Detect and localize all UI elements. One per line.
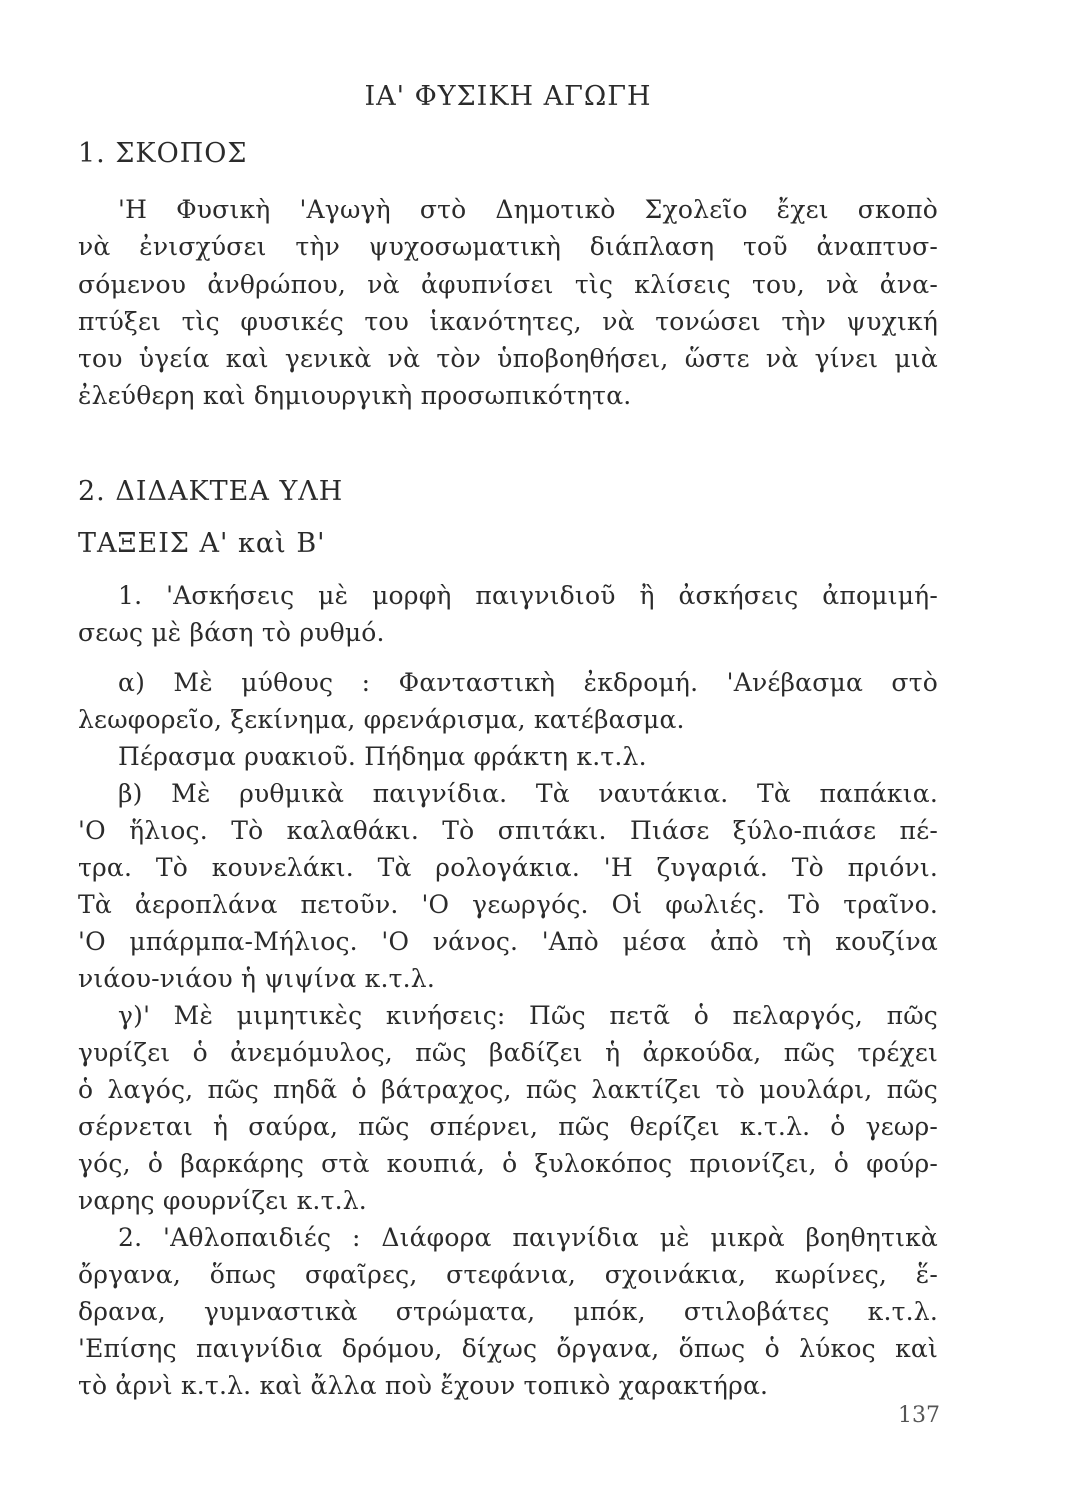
- body-line: ὁ λαγός, πῶς πηδᾶ ὁ βάτραχος, πῶς λακτίζει τὸ μουλάρι, πῶς: [78, 1075, 938, 1104]
- body-line: σέρνεται ἡ σαύρα, πῶς σπέρνει, πῶς θερίζει κ.τ.λ. ὁ γεωρ-: [78, 1112, 938, 1141]
- body-line: α) Μὲ μύθους : Φανταστικὴ ἐκδρομή. 'Ανέβασμα στὸ: [118, 668, 938, 697]
- body-line: δρανα, γυμναστικὰ στρώματα, μπόκ, στιλοβάτες κ.τ.λ.: [78, 1297, 938, 1326]
- body-line: 'Επίσης παιγνίδια δρόμου, δίχως ὄργανα, ὅπως ὁ λύκος καὶ: [78, 1334, 938, 1363]
- body-line: γυρίζει ὁ ἀνεμόμυλος, πῶς βαδίζει ἡ ἀρκούδα, πῶς τρέχει: [78, 1038, 938, 1067]
- body-line: σεως μὲ βάση τὸ ρυθμό.: [78, 618, 385, 647]
- goal-line: σόμενου ἀνθρώπου, νὰ ἀφυπνίσει τὶς κλίσεις του, νὰ ἀνα-: [78, 270, 938, 299]
- section-heading-syllabus: 2. ΔΙΔΑΚΤΕΑ ΥΛΗ: [78, 476, 344, 507]
- body-line: λεωφορεῖο, ξεκίνημα, φρενάρισμα, κατέβασμα.: [78, 705, 685, 734]
- body-line: τὸ ἀρνὶ κ.τ.λ. καὶ ἄλλα ποὺ ἔχουν τοπικὸ χαρακτήρα.: [78, 1371, 769, 1400]
- chapter-title: ΙΑ' ΦΥΣΙΚΗ ΑΓΩΓΗ: [364, 81, 652, 112]
- body-line: νιάου-νιάου ἡ ψιψίνα κ.τ.λ.: [78, 964, 435, 993]
- page-number: 137: [898, 1403, 940, 1428]
- body-line: 'Ο ἥλιος. Τὸ καλαθάκι. Τὸ σπιτάκι. Πιάσε ξύλο-πιάσε πέ-: [78, 816, 938, 845]
- goal-line: πτύξει τὶς φυσικές του ἱκανότητες, νὰ τονώσει τὴν ψυχική: [78, 307, 938, 336]
- body-line: γ)' Μὲ μιμητικὲς κινήσεις: Πῶς πετᾶ ὁ πελαργός, πῶς: [118, 1001, 938, 1030]
- classes-heading: ΤΑΞΕΙΣ Α' καὶ Β': [78, 528, 326, 559]
- section-heading-goal: 1. ΣΚΟΠΟΣ: [78, 138, 248, 169]
- book-page: [78, 80, 938, 1460]
- goal-line: 'Η Φυσικὴ 'Αγωγὴ στὸ Δημοτικὸ Σχολεῖο ἔχει σκοπὸ: [118, 195, 938, 224]
- body-line: 'Ο μπάρμπα-Μήλιος. 'Ο νάνος. 'Απὸ μέσα ἀπὸ τὴ κουζίνα: [78, 927, 938, 956]
- goal-line: ἐλεύθερη καὶ δημιουργικὴ προσωπικότητα.: [78, 381, 632, 410]
- body-line: 1. 'Ασκήσεις μὲ μορφὴ παιγνιδιοῦ ἢ ἀσκήσεις ἀπομιμή-: [118, 581, 938, 610]
- body-line: ναρης φουρνίζει κ.τ.λ.: [78, 1186, 367, 1215]
- body-line: γός, ὁ βαρκάρης στὰ κουπιά, ὁ ξυλοκόπος πριονίζει, ὁ φούρ-: [78, 1149, 938, 1178]
- body-line: β) Μὲ ρυθμικὰ παιγνίδια. Τὰ ναυτάκια. Τὰ παπάκια.: [118, 779, 938, 808]
- goal-line: νὰ ἐνισχύσει τὴν ψυχοσωματικὴ διάπλαση τοῦ ἀναπτυσ-: [78, 232, 938, 261]
- body-line: 2. 'Αθλοπαιδιές : Διάφορα παιγνίδια μὲ μικρὰ βοηθητικὰ: [118, 1223, 938, 1252]
- body-line: Πέρασμα ρυακιοῦ. Πήδημα φράκτη κ.τ.λ.: [118, 742, 647, 771]
- body-line: Τὰ ἀεροπλάνα πετοῦν. 'Ο γεωργός. Οἱ φωλιές. Τὸ τραῖνο.: [78, 890, 938, 919]
- body-line: τρα. Τὸ κουνελάκι. Τὰ ρολογάκια. 'Η ζυγαριά. Τὸ πριόνι.: [78, 853, 938, 882]
- body-line: ὄργανα, ὅπως σφαῖρες, στεφάνια, σχοινάκια, κωρίνες, ἕ-: [78, 1260, 938, 1289]
- goal-line: του ὑγεία καὶ γενικὰ νὰ τὸν ὑποβοηθήσει, ὥστε νὰ γίνει μιὰ: [78, 344, 938, 373]
